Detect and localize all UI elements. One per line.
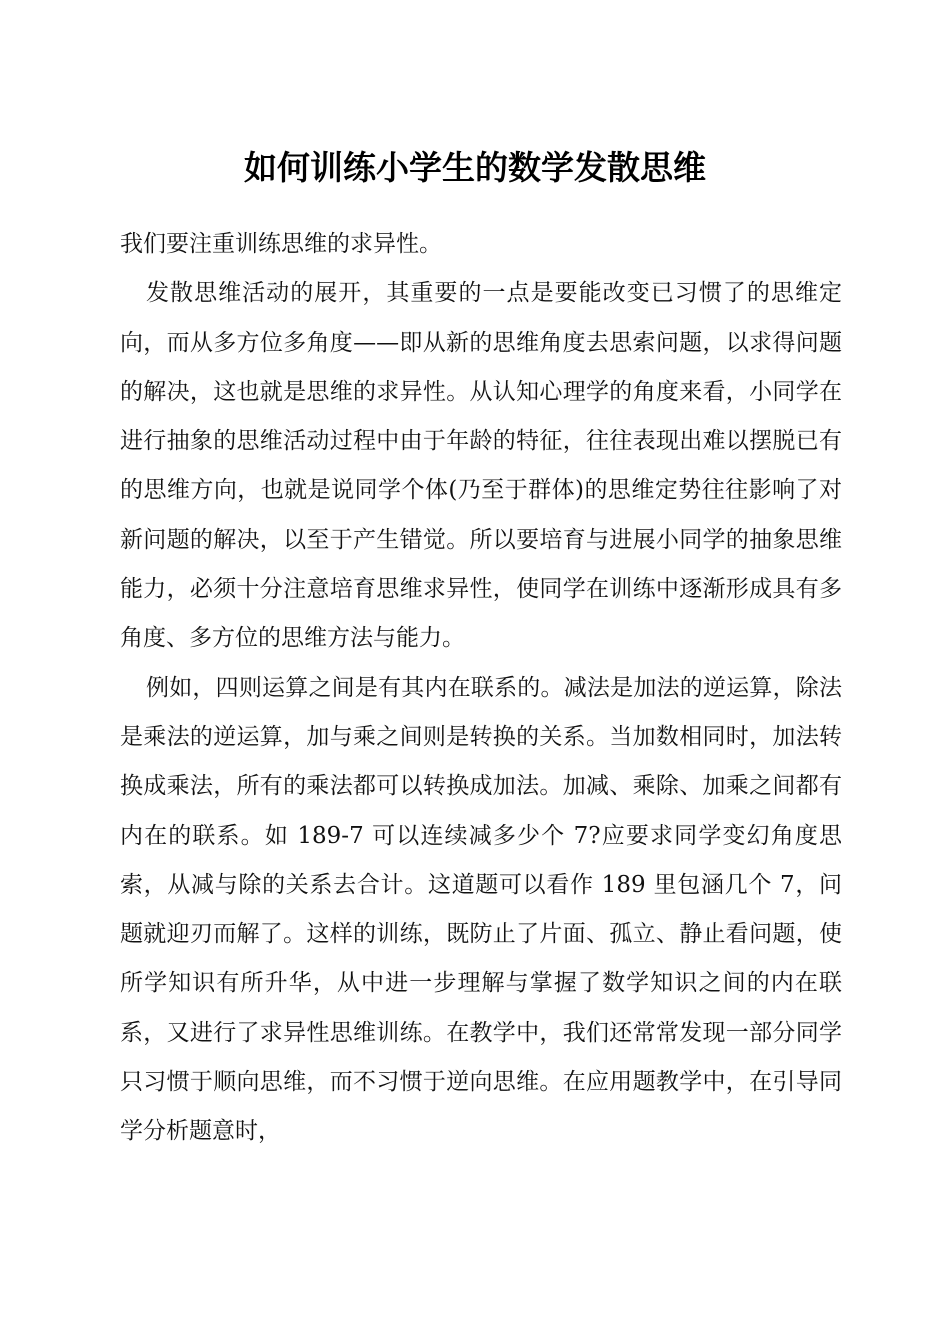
document-title: 如何训练小学生的数学发散思维 bbox=[244, 148, 706, 187]
document-body bbox=[120, 220, 842, 1157]
paragraph-arithmetic-example: 例如，四则运算之间是有其内在联系的。减法是加法的逆运算，除法是乘法的逆运算，加与乘之间则是转换的关系。当加数相同时，加法转换成乘法，所有的乘法都可以转换成加法。加减、乘除、加乘之间都有内在的联系。如 189-7 可以连续减多少个 7?应要求同学变幻角度思索，从减与除的关系去合计。这道题可以看作 189 里包涵几个 7，问题就迎刃而解了。这样的训练，既防止了片面、孤立、静止看问题，使所学知识有所升华，从中进一步理解与掌握了数学知识之间的内在联系，又进行了求异性思维训练。在教学中，我们还常常发现一部分同学只习惯于顺向思维，而不习惯于逆向思维。在应用题教学中，在引导同学分析题意时， bbox=[120, 674, 842, 1145]
paragraph-divergent-thinking: 发散思维活动的展开，其重要的一点是要能改变已习惯了的思维定向，而从多方位多角度——即从新的思维角度去思索问题，以求得问题的解决，这也就是思维的求异性。从认知心理学的角度来看，小同学在进行抽象的思维活动过程中由于年龄的特征，往往表现出难以摆脱已有的思维方向，也就是说同学个体(乃至于群体)的思维定势往往影响了对新问题的解决，以至于产生错觉。所以要培育与进展小同学的抽象思维能力，必须十分注意培育思维求异性，使同学在训练中逐渐形成具有多角度、多方位的思维方法与能力。 bbox=[120, 280, 842, 652]
paragraph-intro: 我们要注重训练思维的求异性。 bbox=[120, 231, 442, 257]
